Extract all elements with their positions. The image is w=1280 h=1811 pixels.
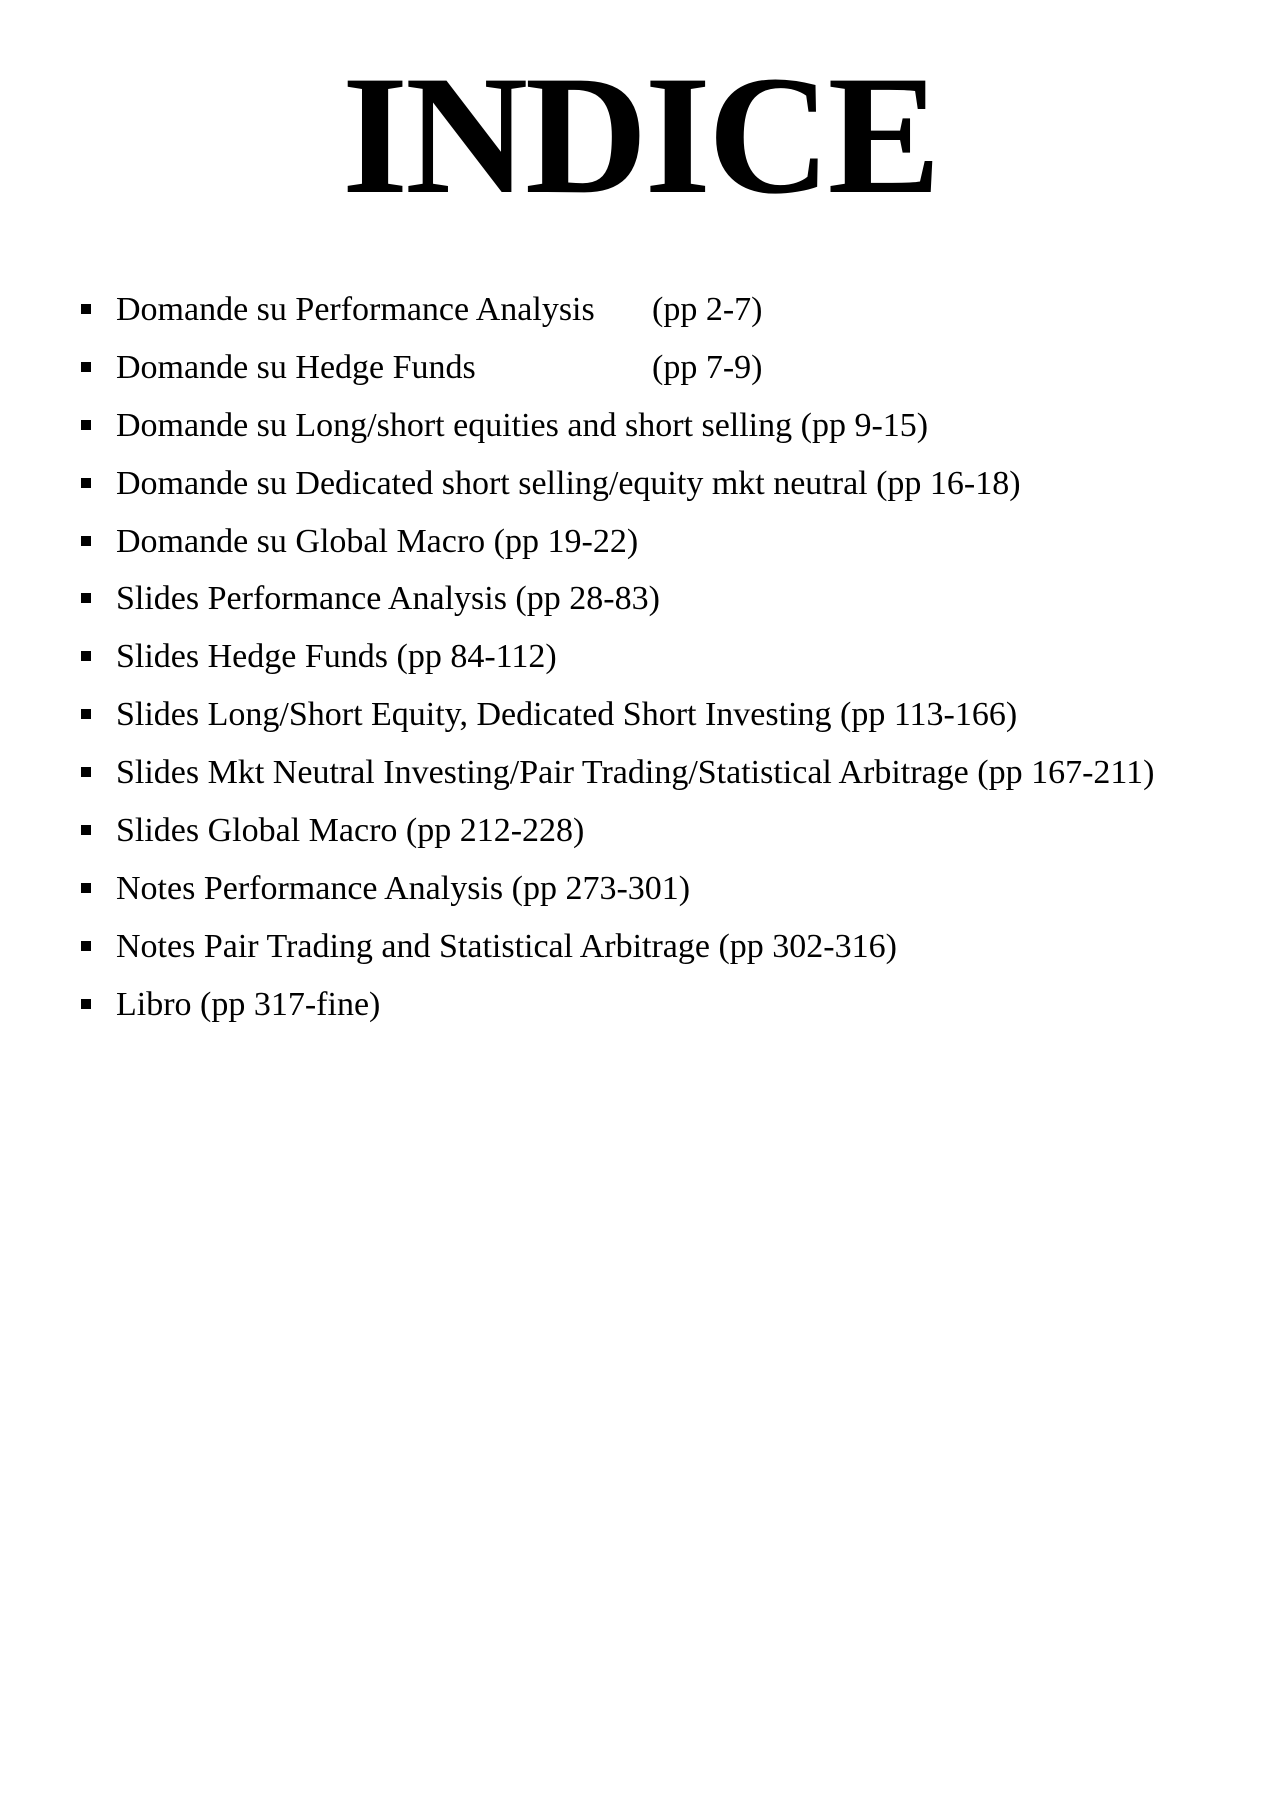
toc-item-label: Slides Performance Analysis (pp 28-83) bbox=[116, 580, 660, 618]
toc-item-label: Domande su Performance Analysis bbox=[116, 290, 595, 328]
toc-item-label: Domande su Hedge Funds bbox=[116, 348, 476, 386]
toc-item-label: Slides Hedge Funds (pp 84-112) bbox=[116, 638, 557, 676]
toc-item-label: Domande su Global Macro (pp 19-22) bbox=[116, 522, 639, 560]
toc-item-label: Libro (pp 317-fine) bbox=[116, 985, 381, 1023]
toc-item-label: Domande su Long/short equities and short selling (pp 9-15) bbox=[116, 406, 929, 444]
square-bullet-icon bbox=[81, 651, 91, 661]
square-bullet-icon bbox=[81, 941, 91, 951]
toc-item-label: Slides Mkt Neutral Investing/Pair Trading/Statistical Arbitrage (pp 167-211) bbox=[116, 754, 1155, 792]
square-bullet-icon bbox=[81, 767, 91, 777]
square-bullet-icon bbox=[81, 883, 91, 893]
square-bullet-icon bbox=[81, 593, 91, 603]
toc-item-label: Notes Pair Trading and Statistical Arbitrage (pp 302-316) bbox=[116, 927, 897, 965]
square-bullet-icon bbox=[81, 536, 91, 546]
toc-item-label: Slides Long/Short Equity, Dedicated Short Investing (pp 113-166) bbox=[116, 696, 1018, 734]
square-bullet-icon bbox=[81, 999, 91, 1009]
square-bullet-icon bbox=[81, 420, 91, 430]
square-bullet-icon bbox=[81, 362, 91, 372]
square-bullet-icon bbox=[81, 709, 91, 719]
toc-item-label: Slides Global Macro (pp 212-228) bbox=[116, 811, 585, 849]
toc-item-pages: (pp 2-7) bbox=[652, 290, 763, 328]
toc-item-label: Notes Performance Analysis (pp 273-301) bbox=[116, 869, 691, 907]
square-bullet-icon bbox=[81, 304, 91, 314]
page-title: INDICE bbox=[341, 41, 938, 229]
toc-item-pages: (pp 7-9) bbox=[652, 348, 763, 386]
square-bullet-icon bbox=[81, 825, 91, 835]
square-bullet-icon bbox=[81, 478, 91, 488]
toc-item-label: Domande su Dedicated short selling/equity mkt neutral (pp 16-18) bbox=[116, 464, 1021, 502]
